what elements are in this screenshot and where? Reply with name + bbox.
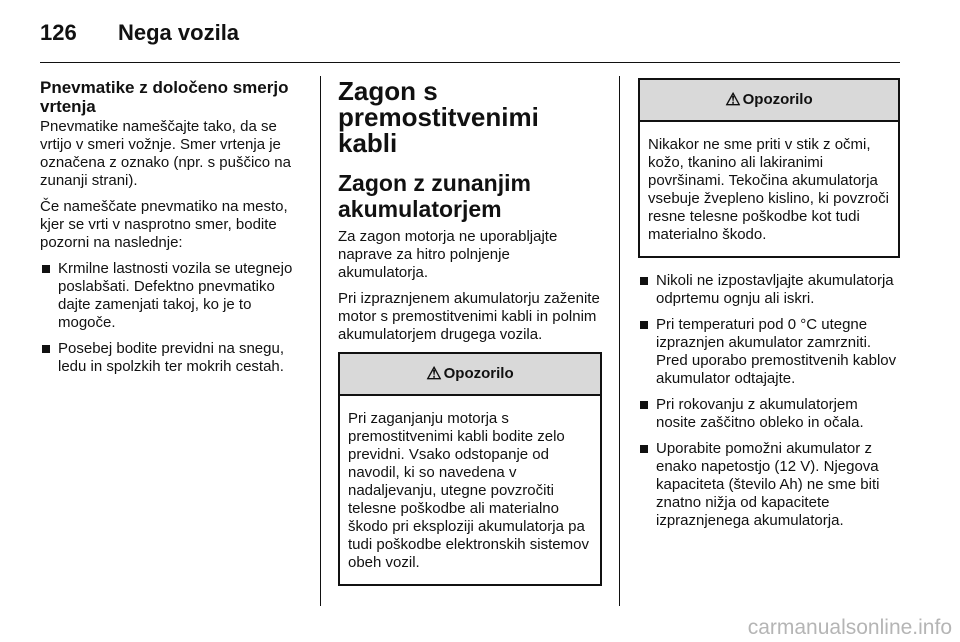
paragraph: Pri izpraznjenem akumulatorju zaženite motor s premostitvenimi kabli in polnim akumulatorjem drugega vozila. [338, 290, 600, 343]
column-divider-2 [619, 76, 620, 606]
list-item: Pri temperaturi pod 0 °C utegne izpraznjen akumulator zamrzniti. Pred uporabo premostitvenih kablov akumulator odtajajte. [638, 316, 900, 388]
section-heading-directional-tyres: Pnevmatike z določeno smerjo vrtenja [40, 78, 289, 116]
warning-box [638, 78, 900, 258]
warning-triangle-icon: ⚠ [725, 90, 741, 109]
paragraph: Za zagon motorja ne uporabljajte naprave za hitro polnjenje akumulatorja. [338, 228, 558, 281]
list-item: Uporabite pomožni akumulator z enako napetostjo (12 V). Njegova kapaciteta (število Ah) ne sme biti znatno nižja od kapacitete izpraznjenega akumulatorja. [638, 440, 900, 530]
warning-triangle-icon: ⚠ [426, 364, 442, 383]
column-2 [338, 78, 602, 586]
warning-header [340, 354, 600, 396]
column-divider-1 [320, 76, 321, 606]
header-divider [40, 62, 900, 63]
chapter-title: Nega vozila [118, 20, 240, 45]
paragraph: Pnevmatike nameščajte tako, da se vrtijo v smeri vožnje. Smer vrtenja je označena z oznako (npr. s puščico na zunanji strani). [40, 118, 291, 189]
bullet-list [40, 260, 304, 376]
list-item: Posebej bodite previdni na snegu, ledu in spolzkih ter mokrih cestah. [40, 340, 304, 376]
bullet-list [638, 272, 900, 530]
list-item: Krmilne lastnosti vozila se utegnejo poslabšati. Defektno pnevmatiko dajte zamenjati takoj, ko je to mogoče. [40, 260, 304, 332]
list-item: Nikoli ne izpostavljajte akumulatorja odprtemu ognju ali iskri. [638, 272, 900, 308]
column-1 [40, 78, 304, 384]
warning-text: Nikakor ne sme priti v stik z očmi, kožo, tkanino ali lakiranimi površinami. Tekočina akumulatorja vsebuje žvepleno kislino, ki povzroči resne telesne poškodbe kot tudi materialno škodo. [648, 136, 889, 243]
warning-box [338, 352, 602, 586]
section-title-jump-start: Zagon s premostitvenimi kabli [338, 76, 539, 158]
column-3 [638, 78, 900, 538]
paragraph: Če nameščate pnevmatiko na mesto, kjer se vrti v nasprotno smer, bodite pozorni na naslednje: [40, 198, 288, 251]
warning-header [640, 80, 898, 122]
warning-label: Opozorilo [742, 91, 813, 108]
subsection-title-external-battery: Zagon z zunanjim akumulatorjem [338, 170, 531, 222]
warning-text: Pri zaganjanju motorja s premostitvenimi kabli bodite zelo previdni. Vsako odstopanje od navodil, ki so navedena v nadaljevanju, utegne povzročiti telesne poškodbe ali materialno škodo pri eksploziji akumulatorja pa tudi poškodbe elektronskih sistemov obeh vozil. [348, 410, 589, 571]
list-item: Pri rokovanju z akumulatorjem nosite zaščitno obleko in očala. [638, 396, 900, 432]
warning-label: Opozorilo [443, 365, 514, 382]
page-number: 126 [40, 20, 77, 45]
watermark: carmanualsonline.info [747, 616, 952, 639]
